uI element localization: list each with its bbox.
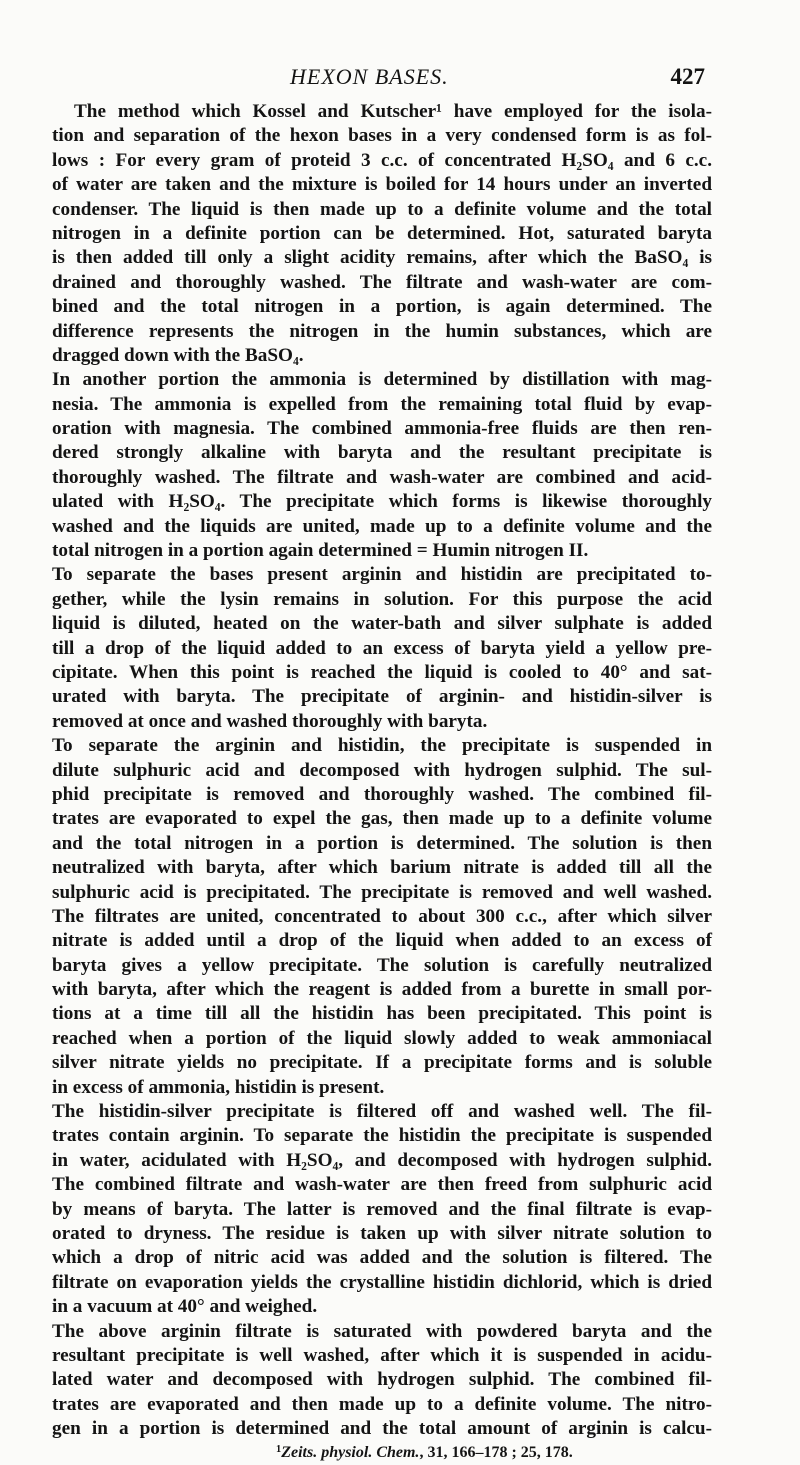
- text-line: tions at a time till all the histidin has been precipitated. This point is: [52, 1003, 712, 1025]
- text-line: washed and the liquids are united, made up to a definite volume and the: [52, 515, 712, 537]
- text-line: neutralized with baryta, after which barium nitrate is added till all the: [52, 857, 712, 879]
- text-line: by means of baryta. The latter is removed and the final filtrate is evap-: [52, 1198, 712, 1220]
- text-line: oration with magnesia. The combined ammonia-free fluids are then ren-: [52, 418, 712, 440]
- text-line: nitrogen in a definite portion can be determined. Hot, saturated baryta: [52, 222, 712, 244]
- text-line: The histidin-silver precipitate is filtered off and washed well. The fil-: [52, 1101, 712, 1123]
- text-line: in excess of ammonia, histidin is present.: [52, 1076, 385, 1098]
- text-line: nitrate is added until a drop of the liquid when added to an excess of: [52, 930, 712, 952]
- footnote-source: Zeits. physiol. Chem.: [281, 1444, 420, 1462]
- text-line: tion and separation of the hexon bases in a very condensed form is as fol-: [52, 125, 712, 147]
- text-line: condenser. The liquid is then made up to a definite volume and the total: [52, 198, 712, 220]
- text-line: trates are evaporated to expel the gas, then made up to a definite volume: [52, 808, 712, 830]
- text-line: lows : For every gram of proteid 3 c.c. of concentrated H₂SO₄ and 6 c.c.: [52, 149, 712, 171]
- text-line: trates are evaporated and then made up to a definite volume. The nitro-: [52, 1393, 712, 1415]
- text-line: bined and the total nitrogen in a portion, is again determined. The: [52, 296, 712, 318]
- text-line: To separate the arginin and histidin, the precipitate is suspended in: [52, 735, 712, 757]
- text-line: in water, acidulated with H₂SO₄, and decomposed with hydrogen sulphid.: [52, 1149, 712, 1171]
- text-line: orated to dryness. The residue is taken up with silver nitrate solution to: [52, 1222, 712, 1244]
- text-line: The combined filtrate and wash-water are then freed from sulphuric acid: [52, 1174, 712, 1196]
- text-line: urated with baryta. The precipitate of arginin- and histidin-silver is: [52, 686, 712, 708]
- text-line: removed at once and washed thoroughly with baryta.: [52, 710, 488, 732]
- text-line: drained and thoroughly washed. The filtrate and wash-water are com-: [52, 271, 712, 293]
- text-line: baryta gives a yellow precipitate. The solution is carefully neutralized: [52, 954, 712, 976]
- text-line: which a drop of nitric acid was added and the solution is filtered. The: [52, 1247, 712, 1269]
- text-line: resultant precipitate is well washed, after which it is suspended in acidu-: [52, 1344, 712, 1366]
- footnote: [276, 1441, 712, 1465]
- text-line: The above arginin filtrate is saturated with powdered baryta and the: [52, 1320, 712, 1342]
- footnote-marker: 1: [276, 1444, 282, 1456]
- text-line: ulated with H₂SO₄. The precipitate which forms is likewise thoroughly: [52, 491, 712, 513]
- text-line: phid precipitate is removed and thoroughly washed. The combined fil-: [52, 783, 712, 805]
- text-line: is then added till only a slight acidity remains, after which the BaSO₄ is: [52, 247, 712, 269]
- body-text: [52, 100, 712, 1465]
- text-line: In another portion the ammonia is determined by distillation with mag-: [52, 369, 712, 391]
- text-line: trates contain arginin. To separate the histidin the precipitate is suspended: [52, 1125, 712, 1147]
- text-line: lated water and decomposed with hydrogen sulphid. The combined fil-: [52, 1369, 712, 1391]
- text-line: dered strongly alkaline with baryta and the resultant precipitate is: [52, 442, 712, 464]
- text-line: filtrate on evaporation yields the crystalline histidin dichlorid, which is dried: [52, 1271, 712, 1293]
- text-line: The filtrates are united, concentrated to about 300 c.c., after which silver: [52, 905, 712, 927]
- text-line: liquid is diluted, heated on the water-bath and silver sulphate is added: [52, 613, 712, 635]
- text-line: and the total nitrogen in a portion is determined. The solution is then: [52, 832, 712, 854]
- text-line: silver nitrate yields no precipitate. If a precipitate forms and is soluble: [52, 1052, 712, 1074]
- text-line: thoroughly washed. The filtrate and wash-water are combined and acid-: [52, 466, 712, 488]
- running-title: HEXON BASES.: [290, 64, 449, 89]
- text-line: of water are taken and the mixture is boiled for 14 hours under an inverted: [52, 174, 712, 196]
- running-head: [0, 64, 800, 94]
- text-line: cipitate. When this point is reached the liquid is cooled to 40° and sat-: [52, 661, 712, 683]
- footnote-reference: , 31, 166–178 ; 25, 178.: [419, 1444, 573, 1462]
- text-line: dilute sulphuric acid and decomposed with hydrogen sulphid. The sul-: [52, 759, 712, 781]
- text-line: reached when a portion of the liquid slowly added to weak ammoniacal: [52, 1027, 712, 1049]
- text-line: with baryta, after which the reagent is added from a burette in small por-: [52, 979, 712, 1001]
- text-line: dragged down with the BaSO₄.: [52, 344, 304, 366]
- text-line: difference represents the nitrogen in the humin substances, which are: [52, 320, 712, 342]
- text-line: total nitrogen in a portion again determined = Humin nitrogen II.: [52, 540, 589, 562]
- text-line: nesia. The ammonia is expelled from the remaining total fluid by evap-: [52, 393, 712, 415]
- text-line: till a drop of the liquid added to an excess of baryta yield a yellow pre-: [52, 637, 712, 659]
- text-line: To separate the bases present arginin and histidin are precipitated to-: [52, 564, 712, 586]
- page-number: 427: [670, 64, 705, 89]
- text-line: gen in a portion is determined and the total amount of arginin is calcu-: [52, 1418, 712, 1440]
- text-line: in a vacuum at 40° and weighed.: [52, 1296, 318, 1318]
- text-line: gether, while the lysin remains in solution. For this purpose the acid: [52, 588, 712, 610]
- text-line: The method which Kossel and Kutscher¹ have employed for the isola-: [74, 101, 712, 122]
- text-line: sulphuric acid is precipitated. The precipitate is removed and well washed.: [52, 881, 712, 903]
